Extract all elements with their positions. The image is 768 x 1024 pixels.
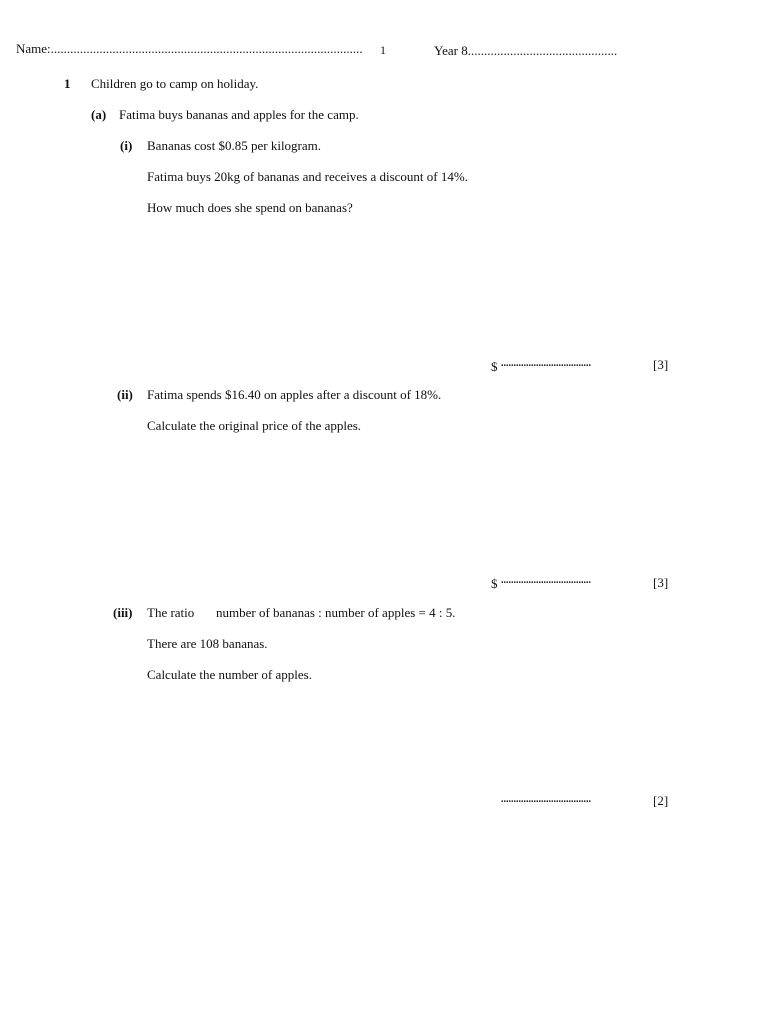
ratio-expression: number of bananas : number of apples = 4 : 5. <box>216 605 456 620</box>
marks-ii: [3] <box>653 575 669 590</box>
answer-currency: $ <box>491 576 498 591</box>
sub-ii-line: Fatima spends $16.40 on apples after a discount of 18%. <box>147 387 442 402</box>
answer-line-ii[interactable]: .................................... <box>501 575 591 586</box>
marks-i: [3] <box>653 357 669 372</box>
sub-iii-label: (iii) <box>113 605 133 620</box>
part-a-text: Fatima buys bananas and apples for the camp. <box>119 107 359 122</box>
marks-iii: [2] <box>653 793 669 808</box>
page-number: 1 <box>380 43 386 57</box>
part-a-label: (a) <box>91 107 107 122</box>
sub-iii-line: Calculate the number of apples. <box>147 667 312 682</box>
sub-iii-line: There are 108 bananas. <box>147 636 268 651</box>
answer-line-i[interactable]: .................................... <box>501 358 591 369</box>
sub-i-line: Bananas cost $0.85 per kilogram. <box>147 138 322 153</box>
sub-i-line: How much does she spend on bananas? <box>147 200 353 215</box>
sub-ii-label: (ii) <box>117 387 133 402</box>
answer-currency: $ <box>491 359 498 374</box>
question-number: 1 <box>64 76 71 91</box>
question-intro: Children go to camp on holiday. <box>91 76 259 91</box>
sub-i-line: Fatima buys 20kg of bananas and receives a discount of 14%. <box>147 169 468 184</box>
name-field[interactable]: Name:................................................................................................ <box>16 41 363 56</box>
year-field[interactable]: Year 8.............................................. <box>434 43 618 58</box>
sub-ii-line: Calculate the original price of the apples. <box>147 418 362 433</box>
answer-line-iii[interactable]: .................................... <box>501 794 591 805</box>
ratio-intro: The ratio <box>147 605 195 620</box>
sub-i-label: (i) <box>120 138 133 153</box>
